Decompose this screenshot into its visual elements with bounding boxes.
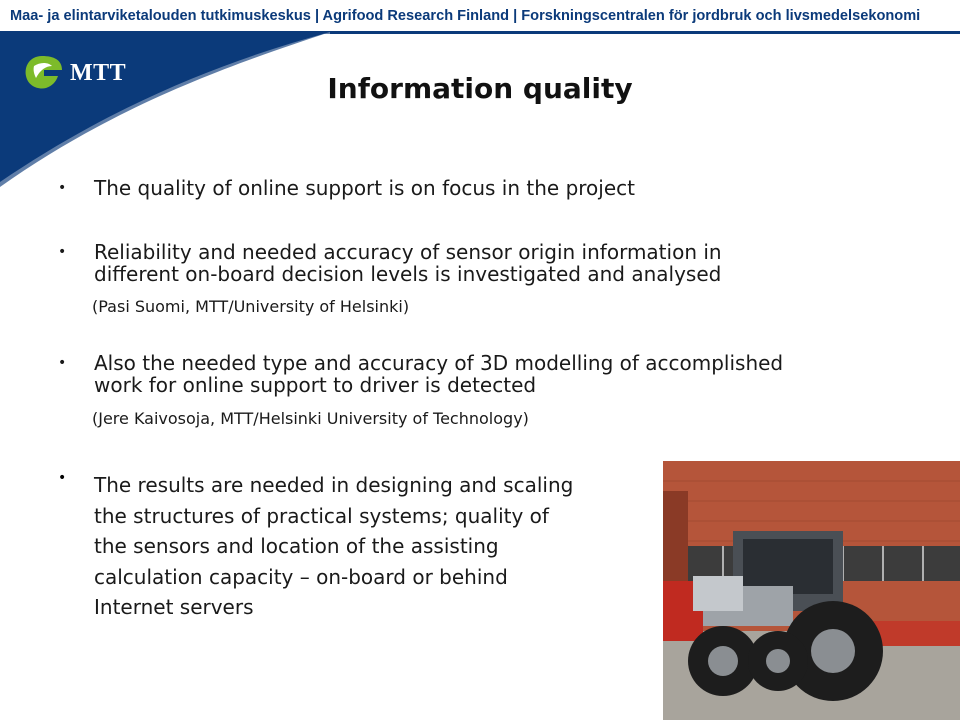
bullet-text-line: work for online support to driver is detected [94, 373, 537, 397]
slide-title: Information quality [327, 72, 633, 105]
author-note: (Jere Kaivosoja, MTT/Helsinki University of Technology) [92, 409, 529, 428]
bullet-text-line: The results are needed in designing and scaling [94, 473, 574, 497]
bullet-text-line: Also the needed type and accuracy of 3D modelling of accomplished [94, 351, 784, 375]
bullet-item [94, 470, 573, 623]
bullet-marker: • [58, 244, 67, 260]
bullet-text-line: the sensors and location of the assisting [94, 534, 499, 558]
tractor-photo [663, 461, 960, 720]
institute-header [0, 0, 960, 32]
bullet-marker: • [58, 180, 67, 196]
bullet-text-line: Reliability and needed accuracy of sensor origin information in [94, 240, 722, 264]
bullet-text-line: calculation capacity – on-board or behind [94, 564, 508, 589]
institute-names: Maa- ja elintarviketalouden tutkimuskeskus | Agrifood Research Finland | Forskningscentralen för jordbruk och livsmedelsekonomi [10, 8, 921, 24]
bullet-marker: • [58, 355, 67, 371]
bullet-text-line: the structures of practical systems; quality of [94, 503, 549, 528]
logo-wordmark: MTT [70, 60, 127, 86]
bullet-text-line: Internet servers [94, 595, 254, 619]
author-note: (Pasi Suomi, MTT/University of Helsinki) [92, 297, 410, 316]
bullet-text-line: different on-board decision levels is investigated and analysed [94, 262, 722, 286]
bullet-marker: • [58, 470, 67, 486]
bullet-text: The quality of online support is on focus in the project [94, 176, 635, 200]
